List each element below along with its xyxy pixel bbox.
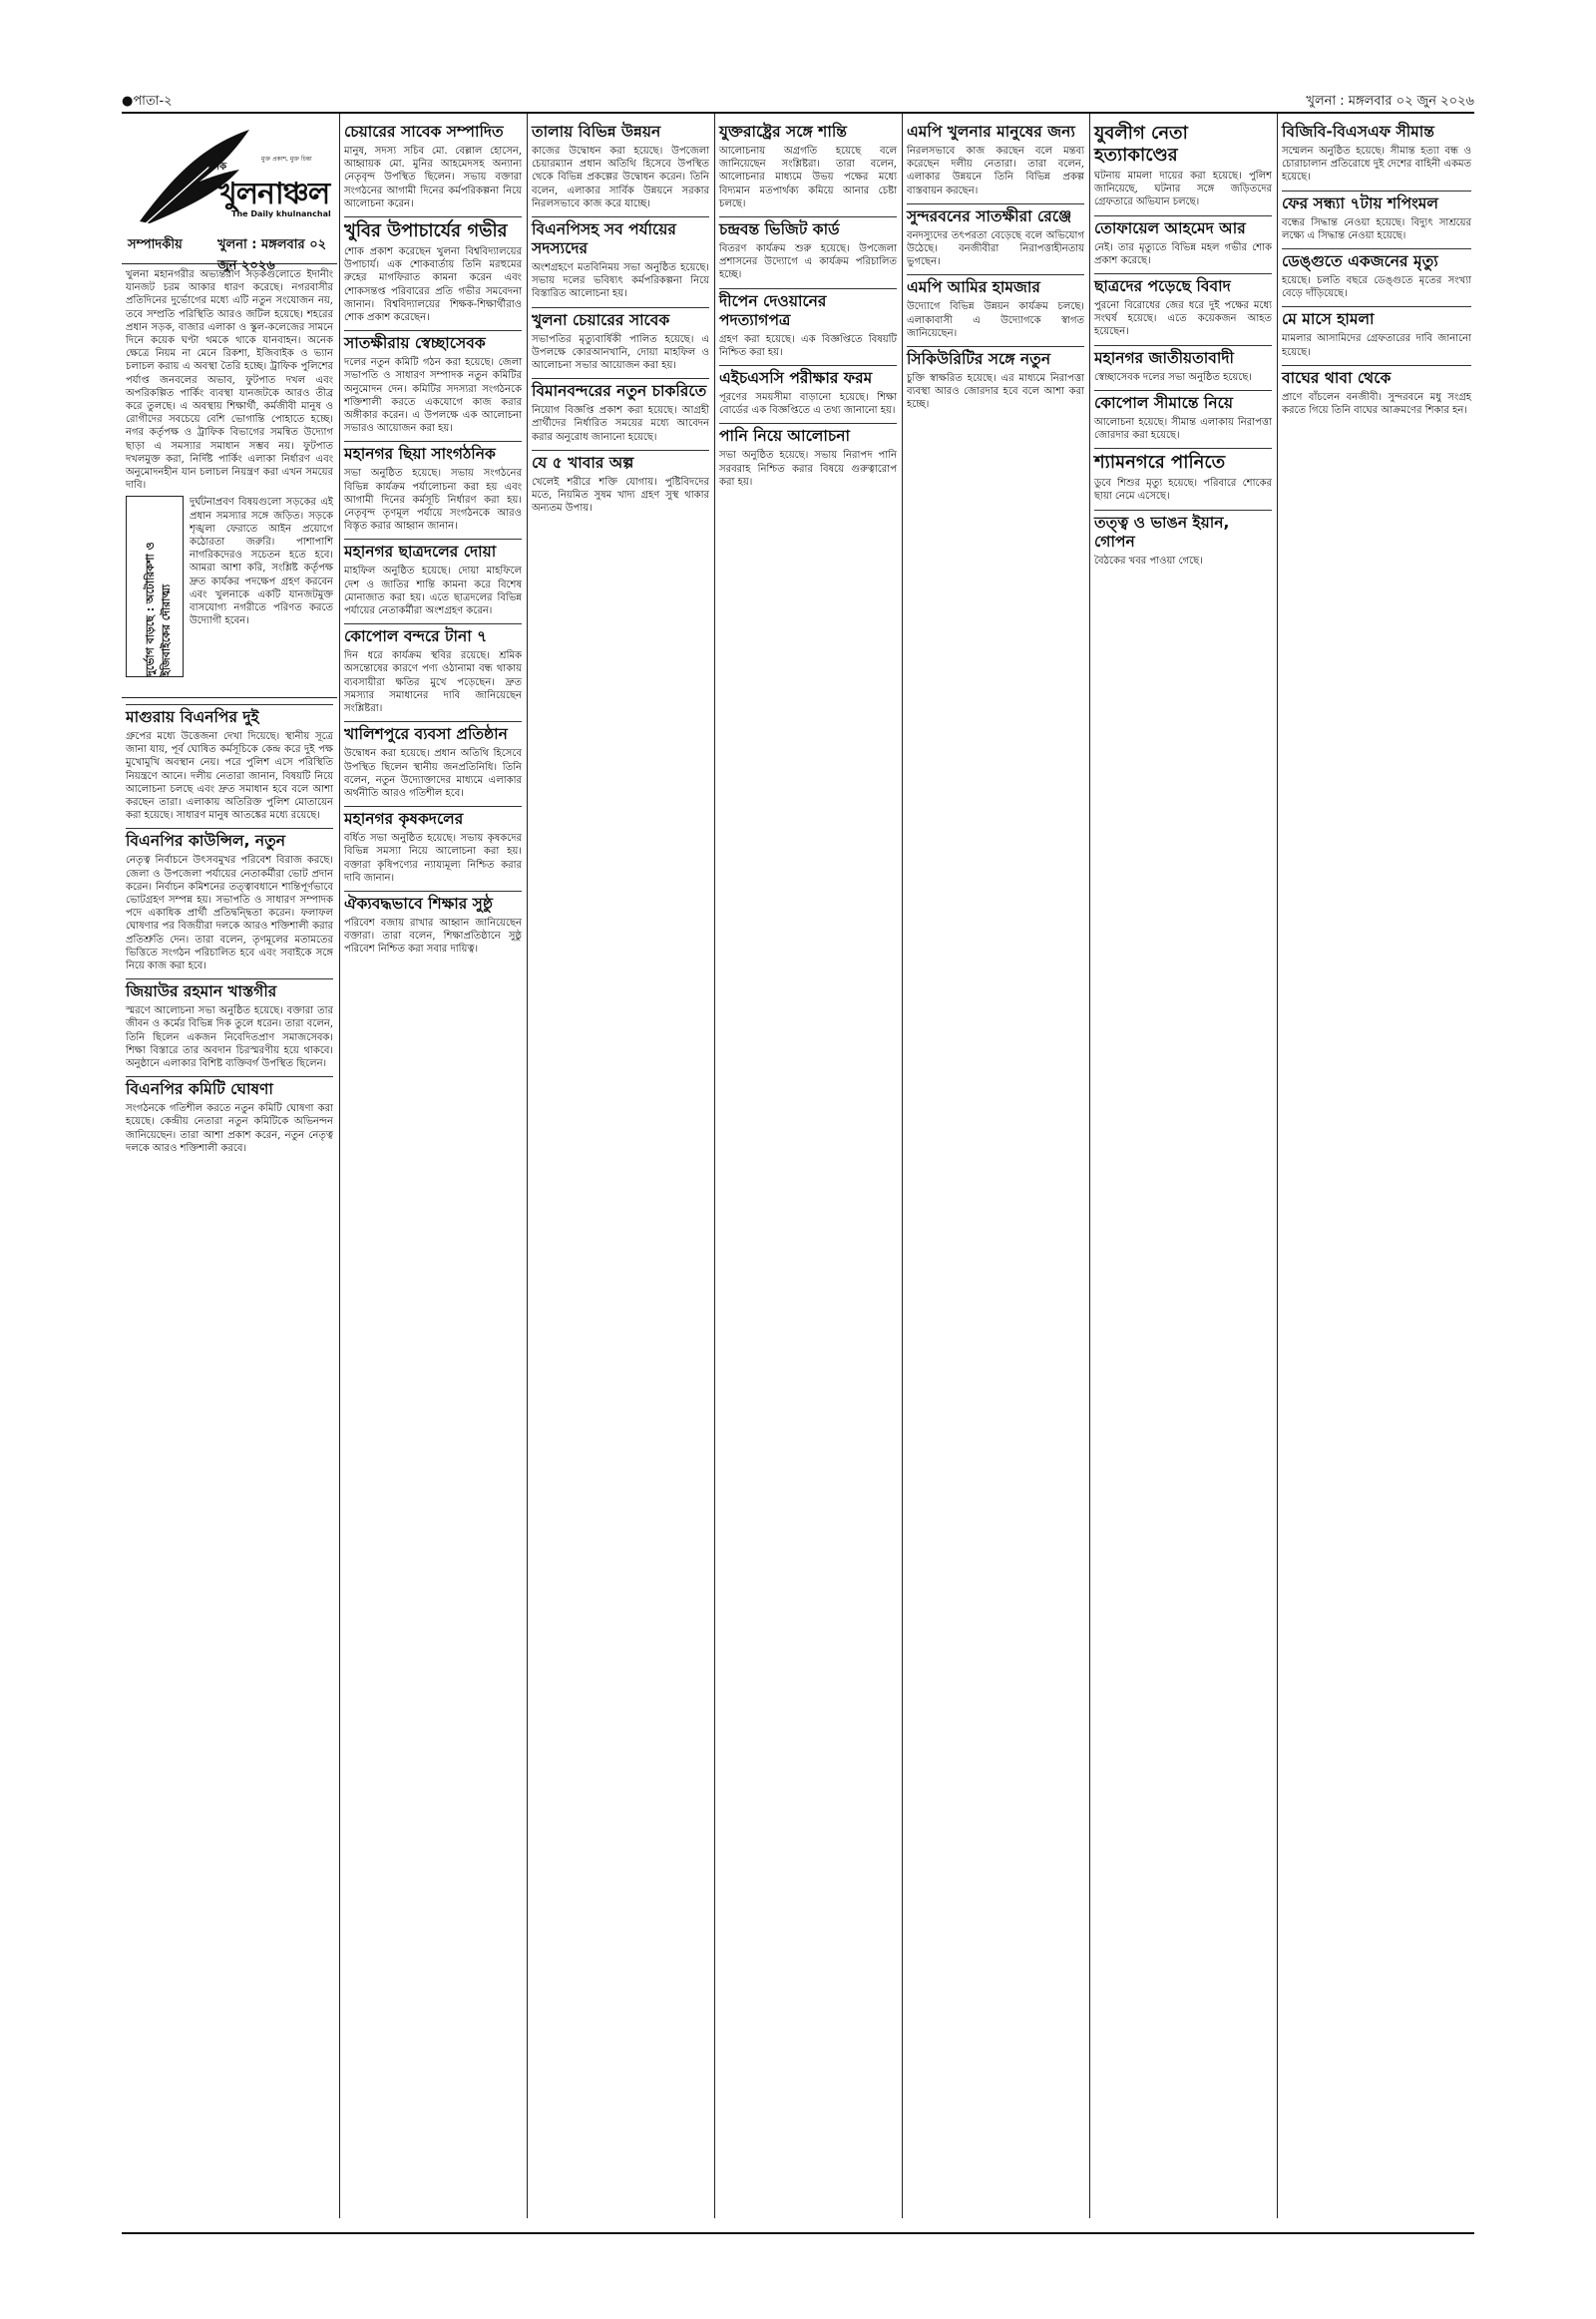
- headline: দীপেন দেওয়ানের পদত্যাগপত্র: [719, 288, 897, 330]
- column-5: [902, 114, 1088, 2218]
- page-header: [122, 90, 1474, 114]
- column-7: [1277, 114, 1475, 2218]
- headline: খুবির উপাচার্যের গভীর: [344, 216, 522, 242]
- headline: চেয়ারের সাবেক সম্পাদিত: [344, 123, 504, 141]
- headline: যুক্তরাষ্ট্রের সঙ্গে শান্তি: [719, 123, 847, 141]
- article-body: পুরনো বিরোধের জের ধরে দুই পক্ষের মধ্যে সংঘর্ষ হয়েছে। এতে কয়েকজন আহত হয়েছেন।: [1094, 300, 1272, 338]
- section-title: সম্পাদকীয়: [128, 237, 183, 252]
- headline: জিয়াউর রহমান খাস্তগীর: [126, 978, 333, 1001]
- article-body: মামলার আসামিদের গ্রেফতারের দাবি জানানো হয়েছে।: [1282, 333, 1471, 358]
- masthead-english: The Daily khulnanchal: [231, 209, 331, 218]
- editorial-callout-text: দুর্ভোগ বাড়ছে : অটোরিকশা ও ইজিবাইকের দৌরাত্ম্য: [144, 542, 173, 677]
- headline: পানি নিয়ে আলোচনা: [719, 423, 897, 446]
- article-body: খেলেই শরীরে শক্তি যোগায়। পুষ্টিবিদদের মতে, নিয়মিত সুষম খাদ্য গ্রহণ সুস্থ থাকার অন্যতম উপায়।: [532, 476, 709, 515]
- article-body: সভা অনুষ্ঠিত হয়েছে। সভায় নিরাপদ পানি সরবরাহ নিশ্চিত করার বিষয়ে গুরুত্বারোপ করা হয়।: [719, 450, 897, 488]
- headline: মাগুরায় বিএনপির দুই: [126, 704, 333, 727]
- article-body: সংগঠনকে গতিশীল করতে নতুন কমিটি ঘোষণা করা হয়েছে। কেন্দ্রীয় নেতারা নতুন কমিটিকে অভিনন্দন জানিয়েছেন। তারা আশা প্রকাশ করেন, নতুন নেতৃত্ব দলকে আরও শক্তিশালী করবে।: [126, 1103, 333, 1154]
- headline: খালিশপুরে ব্যবসা প্রতিষ্ঠান: [344, 721, 522, 744]
- editorial-body: খুলনা মহানগরীর অভ্যন্তরীণ সড়কগুলোতে ইদানীং যানজট চরম আকার ধারণ করেছে। নগরবাসীর প্রতিদিনের দুর্ভোগের মধ্যে এটি নতুন সংযোজন নয়, তবে সম্প্রতি পরিস্থিতি আরও জটিল হয়েছে। শহরের প্রধান সড়ক, বাজার এলাকা ও স্কুল-কলেজের সামনে দিনে কয়েক ঘণ্টা থমকে থাকে যানবাহন। অনেক ক্ষেত্রে নিয়ম না মেনে রিকশা, ইজিবাইক ও ভ্যান চলাচল করায় এ অবস্থা তৈরি হচ্ছে। ট্রাফিক পুলিশের পর্যাপ্ত জনবলের অভাব, ফুটপাত দখল এবং অপরিকল্পিত পার্কিং ব্যবস্থা যানজটকে আরও তীব্র করে তুলছে। এ অবস্থায় শিক্ষার্থী, কর্মজীবী মানুষ ও রোগীদের সবচেয়ে বেশি ভোগান্তি পোহাতে হচ্ছে। নগর কর্তৃপক্ষ ও ট্রাফিক বিভাগের সমন্বিত উদ্যোগ ছাড়া এ সমস্যার সমাধান সম্ভব নয়। ফুটপাত দখলমুক্ত করা, নির্দিষ্ট পার্কিং এলাকা নির্ধারণ এবং অনুমোদনহীন যান চলাচল নিয়ন্ত্রণ করা এখন সময়ের দাবি।: [126, 269, 333, 492]
- masthead-date: খুলনা : মঙ্গলবার ০২ জুন ২০২৬: [217, 237, 327, 273]
- headline: মহানগর ছাত্রদলের দোয়া: [344, 539, 522, 562]
- article-body: হয়েছে। চলতি বছরে ডেঙ্গুতে মৃতের সংখ্যা বেড়ে দাঁড়িয়েছে।: [1282, 275, 1471, 300]
- article-body: মাহফিল অনুষ্ঠিত হয়েছে। দোয়া মাহফিলে দেশ ও জাতির শান্তি কামনা করে বিশেষ মোনাজাত করা হয়। এতে ছাত্রদলের বিভিন্ন পর্যায়ের নেতাকর্মীরা অংশগ্রহণ করেন।: [344, 566, 522, 617]
- masthead-name: খুলনাঞ্চল: [217, 177, 330, 211]
- article-body: ঘটনায় মামলা দায়ের করা হয়েছে। পুলিশ জানিয়েছে, ঘটনার সঙ্গে জড়িতদের গ্রেফতারে অভিযান চলছে।: [1094, 171, 1272, 208]
- headline: মহানগর কৃষকদলের: [344, 806, 522, 829]
- headline: ঐক্যবদ্ধভাবে শিক্ষার সুষ্ঠু: [344, 891, 522, 914]
- headline: তোফায়েল আহমেদ আর: [1094, 215, 1272, 238]
- headline: বিএনপির কাউন্সিল, নতুন: [126, 828, 333, 851]
- editorial: [122, 268, 337, 698]
- column-6: [1089, 114, 1276, 2218]
- headline: বিমানবন্দরের নতুন চাকরিতে: [532, 378, 709, 401]
- article-body: বনদস্যুদের তৎপরতা বেড়েছে বলে অভিযোগ উঠেছে। বনজীবীরা নিরাপত্তাহীনতায় ভুগছেন।: [907, 229, 1084, 268]
- masthead: [122, 114, 337, 273]
- headline: ফের সন্ধ্যা ৭টায় শপিংমল: [1282, 191, 1471, 213]
- headline: যুবলীগ নেতা হত্যাকাণ্ডের: [1094, 123, 1188, 166]
- article-body: বিতরণ কার্যক্রম শুরু হয়েছে। উপজেলা প্রশাসনের উদ্যোগে এ কার্যক্রম পরিচালিত হচ্ছে।: [719, 243, 897, 281]
- article-body: দলের নতুন কমিটি গঠন করা হয়েছে। জেলা সভাপতি ও সাধারণ সম্পাদক নতুন কমিটির অনুমোদন দেন। কমিটির সদস্যরা সংগঠনকে শক্তিশালী করতে একযোগে কাজ করার অঙ্গীকার করেন। এ উপলক্ষে এক আলোচনা সভারও আয়োজন করা হয়।: [344, 357, 522, 435]
- headline: বিএনপির কমিটি ঘোষণা: [126, 1076, 333, 1099]
- article-body: আলোচনা হয়েছে। সীমান্ত এলাকায় নিরাপত্তা জোরদার করা হয়েছে।: [1094, 416, 1272, 442]
- headline: সাতক্ষীরায় স্বেচ্ছাসেবক: [344, 330, 522, 353]
- article-body: মানুষ, সদস্য সচিব মো. বেল্লাল হোসেন, আহ্বায়ক মো. মুনির আহমেদসহ অন্যান্য নেতৃবৃন্দ উপস্থিত ছিলেন। সভায় বক্তারা সংগঠনের আগামী দিনের কর্মপরিকল্পনা নিয়ে আলোচনা করেন।: [344, 146, 522, 209]
- article-body: বৈঠকের খবর পাওয়া গেছে।: [1094, 555, 1203, 567]
- article-body: শোক প্রকাশ করেছেন খুলনা বিশ্ববিদ্যালয়ের উপাচার্য। এক শোকবার্তায় তিনি মরহুমের রুহের মাগফিরাত কামনা করেন এবং শোকসন্তপ্ত পরিবারের প্রতি গভীর সমবেদনা জানান। বিশ্ববিদ্যালয়ের শিক্ষক-শিক্ষার্থীরাও শোক প্রকাশ করেছেন।: [344, 246, 522, 324]
- article-body: নেতৃত্ব নির্বাচনে উৎসবমুখর পরিবেশ বিরাজ করছে। জেলা ও উপজেলা পর্যায়ের নেতাকর্মীরা ভোট প্রদান করেন। নির্বাচন কমিশনের তত্ত্বাবধানে শান্তিপূর্ণভাবে ভোটগ্রহণ সম্পন্ন হয়। সভাপতি ও সাধারণ সম্পাদক পদে একাধিক প্রার্থী প্রতিদ্বন্দ্বিতা করেন। ফলাফল ঘোষণার পর বিজয়ীরা দলকে আরও শক্তিশালী করার প্রতিশ্রুতি দেন। তারা বলেন, তৃণমূলের মতামতের ভিত্তিতে সংগঠন পরিচালিত হবে এবং সবাইকে সঙ্গে নিয়ে কাজ করা হবে।: [126, 855, 333, 972]
- article-body: প্রাণে বাঁচলেন বনজীবী। সুন্দরবনে মধু সংগ্রহ করতে গিয়ে তিনি বাঘের আক্রমণের শিকার হন।: [1282, 391, 1471, 417]
- article-body: নেই। তার মৃত্যুতে বিভিন্ন মহল গভীর শোক প্রকাশ করেছে।: [1094, 241, 1272, 266]
- article-body: পূরণের সময়সীমা বাড়ানো হয়েছে। শিক্ষা বোর্ডের এক বিজ্ঞপ্তিতে এ তথ্য জানানো হয়।: [719, 392, 897, 417]
- article-body: গ্রুপের মধ্যে উত্তেজনা দেখা দিয়েছে। স্থানীয় সূত্রে জানা যায়, পূর্ব ঘোষিত কর্মসূচিকে কেন্দ্র করে দুই পক্ষ মুখোমুখি অবস্থান নেয়। পরে পুলিশ এসে পরিস্থিতি নিয়ন্ত্রণে আনে। দলীয় নেতারা জানান, বিষয়টি নিয়ে আলোচনা চলছে এবং দ্রুত সমাধান হবে বলে আশা করছেন তারা। এলাকায় অতিরিক্ত পুলিশ মোতায়েন করা হয়েছে। সাধারণ মানুষ আতঙ্কের মধ্যে রয়েছে।: [126, 731, 333, 822]
- article-body: অংশগ্রহণে মতবিনিময় সভা অনুষ্ঠিত হয়েছে। সভায় দলের ভবিষ্যৎ কর্মপরিকল্পনা নিয়ে বিস্তারিত আলোচনা হয়।: [532, 262, 709, 300]
- headline: সুন্দরবনের সাতক্ষীরা রেঞ্জে: [907, 203, 1084, 226]
- article-body: আলোচনায় অগ্রগতি হয়েছে বলে জানিয়েছেন সংশ্লিষ্টরা। তারা বলেন, আলোচনার মাধ্যমে উভয় পক্ষের মধ্যে বিদ্যমান মতপার্থক্য কমিয়ে আনার চেষ্টা চলছে।: [719, 146, 897, 209]
- headline: সিকিউরিটির সঙ্গে নতুন: [907, 346, 1084, 369]
- headline: এমপি আমির হামজার: [907, 274, 1084, 297]
- article-body: স্মরণে আলোচনা সভা অনুষ্ঠিত হয়েছে। বক্তারা তার জীবন ও কর্মের বিভিন্ন দিক তুলে ধরেন। তারা বলেন, তিনি ছিলেন একজন নিবেদিতপ্রাণ সমাজসেবক। শিক্ষা বিস্তারে তার অবদান চিরস্মরণীয় হয়ে থাকবে। অনুষ্ঠানে এলাকার বিশিষ্ট ব্যক্তিবর্গ উপস্থিত ছিলেন।: [126, 1005, 333, 1070]
- headline: মহানগর ছিয়া সাংগঠনিক: [344, 441, 522, 464]
- article-body: বন্ধের সিদ্ধান্ত নেওয়া হয়েছে। বিদ্যুৎ সাশ্রয়ের লক্ষ্যে এ সিদ্ধান্ত নেওয়া হয়েছে।: [1282, 216, 1471, 241]
- article-body: নিয়োগ বিজ্ঞপ্তি প্রকাশ করা হয়েছে। আগ্রহী প্রার্থীদের নির্ধারিত সময়ের মধ্যে আবেদন করার অনুরোধ জানানো হয়েছে।: [532, 405, 709, 443]
- headline: মহানগর জাতীয়তাবাদী: [1094, 345, 1272, 368]
- headline: শ্যামনগরে পানিতে: [1094, 448, 1272, 474]
- headline: বাঘের থাবা থেকে: [1282, 365, 1471, 388]
- page-number: ●পাতা-২: [122, 94, 173, 109]
- headline: এইচএসসি পরীক্ষার ফরম: [719, 365, 897, 388]
- headline: তত্ত্ব ও ভাঙন ইয়ান, গোপন: [1094, 510, 1272, 552]
- article-body: চুক্তি স্বাক্ষরিত হয়েছে। এর মাধ্যমে নিরাপত্তা ব্যবস্থা আরও জোরদার হবে বলে আশা করা হচ্ছে।: [907, 373, 1084, 411]
- column-2: [339, 114, 526, 2218]
- headline: চন্দ্রবন্ত ভিজিট কার্ড: [719, 216, 897, 239]
- headline: তালায় বিভিন্ন উন্নয়ন: [532, 123, 661, 141]
- newspaper-page: [122, 114, 1474, 2218]
- article-body: সভা অনুষ্ঠিত হয়েছে। সভায় সংগঠনের বিভিন্ন কার্যক্রম পর্যালোচনা করা হয় এবং আগামী দিনের কর্মসূচি নির্ধারণ করা হয়। নেতৃবৃন্দ তৃণমূল পর্যায়ে সংগঠনকে আরও বিস্তৃত করার আহ্বান জানান।: [344, 468, 522, 533]
- article-body: গ্রহণ করা হয়েছে। এক বিজ্ঞপ্তিতে বিষয়টি নিশ্চিত করা হয়।: [719, 333, 897, 358]
- article-body: পরিবেশ বজায় রাখার আহ্বান জানিয়েছেন বক্তারা। তারা বলেন, শিক্ষাপ্রতিষ্ঠানে সুষ্ঠু পরিবেশ নিশ্চিত করা সবার দায়িত্ব।: [344, 917, 522, 956]
- bottom-rule: [122, 2232, 1474, 2234]
- article-body: বর্ধিত সভা অনুষ্ঠিত হয়েছে। সভায় কৃষকদের বিভিন্ন সমস্যা নিয়ে আলোচনা করা হয়। বক্তারা কৃষিপণ্যের ন্যায্যমূল্য নিশ্চিত করার দাবি জানান।: [344, 833, 522, 884]
- column-1: [122, 114, 337, 2218]
- article-body: সভাপতির মৃত্যুবার্ষিকী পালিত হয়েছে। এ উপলক্ষে কোরআনখানি, দোয়া মাহফিল ও আলোচনা সভার আয়োজন করা হয়।: [532, 333, 709, 372]
- headline: বিজিবি-বিএসএফ সীমান্ত: [1282, 123, 1434, 141]
- article-body: ডুবে শিশুর মৃত্যু হয়েছে। পরিবারে শোকের ছায়া নেমে এসেছে।: [1094, 478, 1272, 503]
- headline: বিএনপিসহ সব পর্যায়ের সদস্যদের: [532, 216, 709, 258]
- article-body: সম্মেলন অনুষ্ঠিত হয়েছে। সীমান্ত হত্যা বন্ধ ও চোরাচালান প্রতিরোধে দুই দেশের বাহিনী একমত হয়েছে।: [1282, 146, 1471, 184]
- article-body: কাজের উদ্বোধন করা হয়েছে। উপজেলা চেয়ারম্যান প্রধান অতিথি হিসেবে উপস্থিত থেকে বিভিন্ন প্রকল্পের উদ্বোধন করেন। তিনি বলেন, এলাকার সার্বিক উন্নয়নে সরকার নিরলসভাবে কাজ করে যাচ্ছে।: [532, 146, 709, 209]
- editorial-body-2: দুর্ঘটনাপ্রবণ বিষয়গুলো সড়কের এই প্রধান সমস্যার সঙ্গে জড়িত। সড়কে শৃঙ্খলা ফেরাতে আইন প্রয়োগে কঠোরতা জরুরি। পাশাপাশি নাগরিকদেরও সচেতন হতে হবে। আমরা আশা করি, সংশ্লিষ্ট কর্তৃপক্ষ দ্রুত কার্যকর পদক্ষেপ গ্রহণ করবেন এবং খুলনাকে একটি যানজটমুক্ত বাসযোগ্য নগরীতে পরিণত করতে উদ্যোগী হবেন।: [190, 497, 333, 627]
- article-body: নিরলসভাবে কাজ করছেন বলে মন্তব্য করেছেন দলীয় নেতারা। তারা বলেন, এলাকার উন্নয়নে তিনি বিভিন্ন প্রকল্প বাস্তবায়ন করছেন।: [907, 146, 1084, 196]
- headline: যে ৫ খাবার অল্প: [532, 450, 709, 473]
- headline: ডেঙ্গুতে একজনের মৃত্যু: [1282, 248, 1471, 271]
- headline: ছাত্রদের পড়েছে বিবাদ: [1094, 273, 1272, 296]
- masthead-daily: দৈনিক: [201, 162, 227, 173]
- masthead-tagline: মুক্ত প্রকাশ, মুক্ত চিন্তা: [261, 156, 312, 163]
- column-3: [527, 114, 713, 2218]
- headline: কোপোল সীমান্তে নিয়ে: [1094, 390, 1272, 413]
- column-4: [714, 114, 901, 2218]
- header-date: খুলনা : মঙ্গলবার ০২ জুন ২০২৬: [1306, 94, 1474, 109]
- headline: কোপোল বন্দরে টানা ৭: [344, 623, 522, 646]
- headline: এমপি খুলনার মানুষের জন্য: [907, 123, 1075, 141]
- editorial-callout: [126, 496, 184, 677]
- headline: মে মাসে হামলা: [1282, 306, 1471, 329]
- article-body: উদ্বোধন করা হয়েছে। প্রধান অতিথি হিসেবে উপস্থিত ছিলেন স্থানীয় জনপ্রতিনিধি। তিনি বলেন, নতুন উদ্যোক্তাদের মাধ্যমে এলাকার অর্থনীতি আরও গতিশীল হবে।: [344, 748, 522, 799]
- article-body: স্বেচ্ছাসেবক দলের সভা অনুষ্ঠিত হয়েছে।: [1094, 371, 1252, 383]
- headline: খুলনা চেয়ারের সাবেক: [532, 307, 709, 330]
- article-body: উদ্যোগে বিভিন্ন উন্নয়ন কার্যক্রম চলছে। এলাকাবাসী এ উদ্যোগকে স্বাগত জানিয়েছেন।: [907, 301, 1084, 339]
- article-body: দিন ধরে কার্যক্রম স্থবির রয়েছে। শ্রমিক অসন্তোষের কারণে পণ্য ওঠানামা বন্ধ থাকায় ব্যবসায়ীরা ক্ষতির মুখে পড়েছেন। দ্রুত সমস্যার সমাধানের দাবি জানিয়েছেন সংশ্লিষ্টরা।: [344, 650, 522, 715]
